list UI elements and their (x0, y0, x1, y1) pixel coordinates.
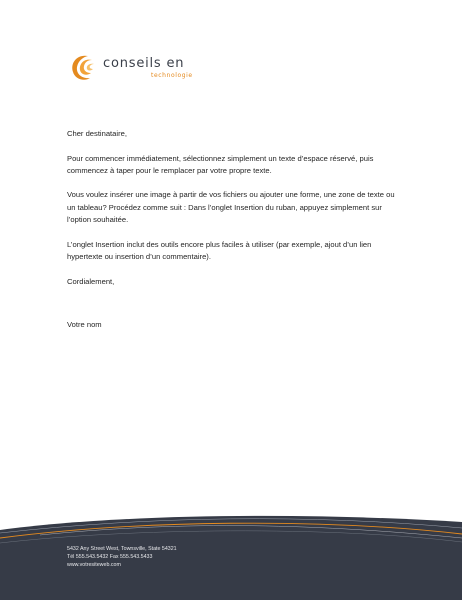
paragraph-2[interactable]: Vous voulez insérer une image à partir de vos fichiers ou ajouter une forme, une zone de texte ou un tableau? Procédez comme suit : Dans l’onglet Insertion du ruban, appuyez simplement sur l’option souhaitée. (67, 190, 395, 225)
salutation[interactable]: Cher destinataire, (67, 129, 127, 138)
logo-tagline: technologie (151, 72, 193, 79)
closing[interactable]: Cordialement, (67, 276, 115, 286)
footer-phone-fax: Tél 555.543.5432 Fax 555.543.5433 (67, 554, 153, 561)
letter-body (67, 128, 403, 343)
logo-company-name: conseils en (103, 56, 185, 71)
company-logo (68, 52, 198, 84)
paragraph-3[interactable]: L’onglet Insertion inclut des outils encore plus faciles à utiliser (par exemple, ajout d’un lien hypertexte ou insertion d’un commentaire). (67, 239, 372, 261)
swirl-logo-icon (68, 52, 100, 84)
paragraph-1[interactable]: Pour commencer immédiatement, sélectionnez simplement un texte d’espace réservé, puis commencez à taper pour le remplacer par votre propre texte. (67, 153, 374, 175)
footer-website[interactable]: www.votresiteweb.com (67, 562, 121, 569)
footer-address: 5432 Any Street West, Townsville, State 54321 (67, 546, 177, 552)
footer-contact (67, 545, 177, 570)
signature-name[interactable]: Votre nom (67, 319, 102, 329)
